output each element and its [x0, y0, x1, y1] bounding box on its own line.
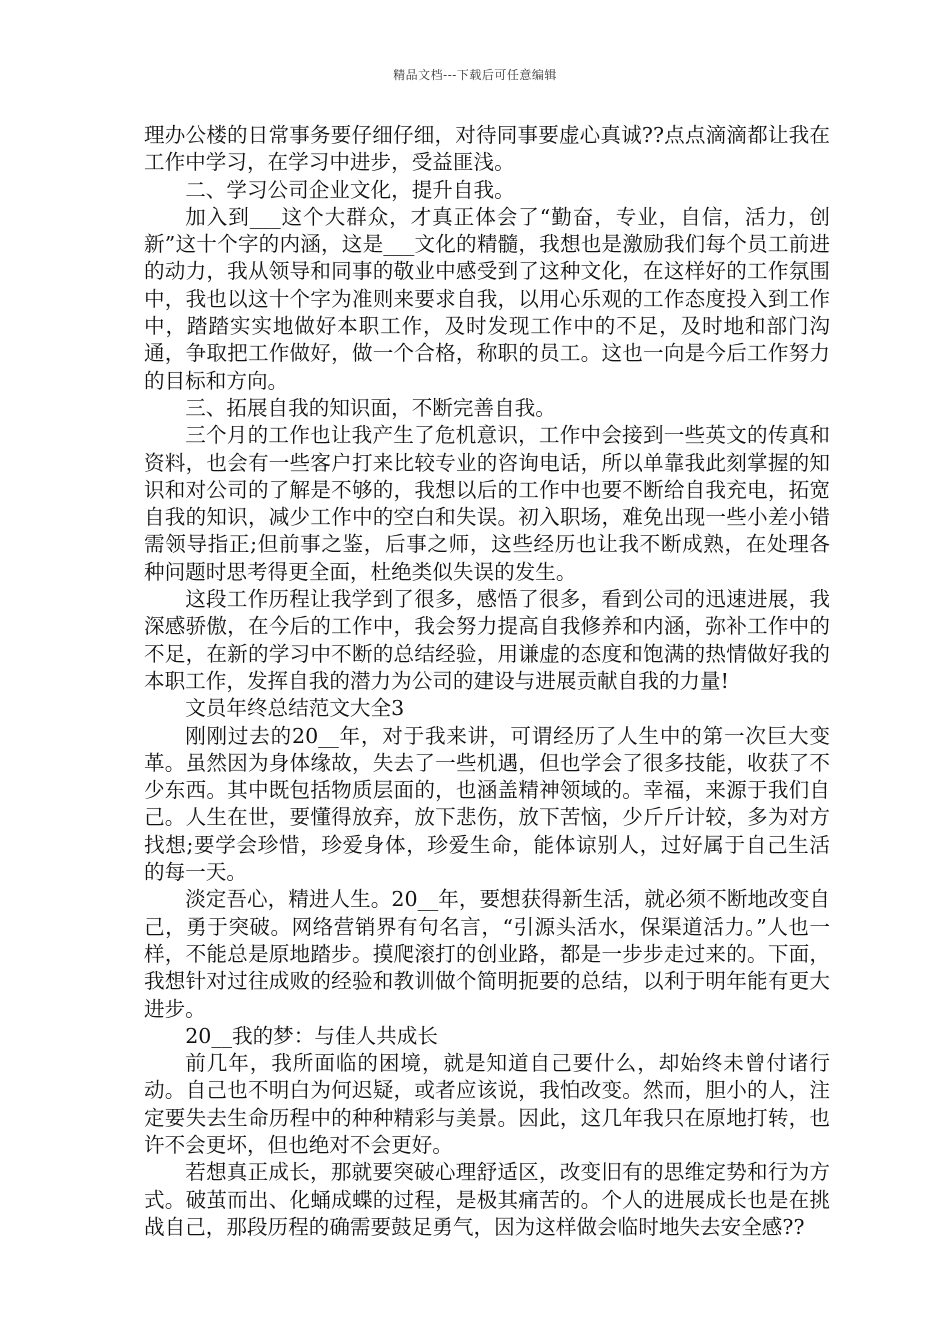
paragraph: 加入到___这个大群众，才真正体会了“勤奋，专业，自信，活力，创新”这十个字的内涵，这是___文化的精髓，我想也是激励我们每个员工前进的动力，我从领导和同事的敬业中感受到了这种文化，在这样好的工作氛围中，我也以这十个字为准则来要求自我，以用心乐观的工作态度投入到工作中，踏踏实实地做好本职工作，及时发现工作中的不足，及时地和部门沟通，争取把工作做好，做一个合格，称职的员工。这也一向是今后工作努力的目标和方向。 — [144, 204, 830, 393]
paragraph: 这段工作历程让我学到了很多，感悟了很多，看到公司的迅速进展，我深感骄傲，在今后的工作中，我会努力提高自我修养和内涵，弥补工作中的不足，在新的学习中不断的总结经验，用谦虚的态度和饱满的热情做好我的本职工作，发挥自我的潜力为公司的建设与进展贡献自我的力量! — [144, 587, 830, 693]
paragraph: 淡定吾心，精进人生。20__年，要想获得新生活，就必须不断地改变自己，勇于突破。网络营销界有句名言，“引源头活水，保渠道活力。”人也一样，不能总是原地踏步。摸爬滚打的创业路，都是一步步走过来的。下面，我想针对过往成败的经验和教训做个简明扼要的总结，以利于明年能有更大进步。 — [144, 887, 830, 1021]
document-body — [144, 122, 830, 1241]
paragraph: 前几年，我所面临的困境，就是知道自己要什么，却始终未曾付诸行动。自己也不明白为何迟疑，或者应该说，我怕改变。然而，胆小的人，注定要失去生命历程中的种种精彩与美景。因此，这几年我只在原地打转，也许不会更坏，但也绝对不会更好。 — [144, 1051, 830, 1157]
section-heading: 三、拓展自我的知识面，不断完善自我。 — [185, 395, 556, 420]
paragraph: 三个月的工作也让我产生了危机意识，工作中会接到一些英文的传真和资料，也会有一些客户打来比较专业的咨询电话，所以单靠我此刻掌握的知识和对公司的了解是不够的，我想以后的工作中也要不断给自我充电，拓宽自我的知识，减少工作中的空白和失误。初入职场，难免出现一些小差小错需领导指正;但前事之鉴，后事之师，这些经历也让我不断成熟，在处理各种问题时思考得更全面，杜绝类似失误的发生。 — [144, 423, 830, 584]
paragraph: 若想真正成长，那就要突破心理舒适区，改变旧有的思维定势和行为方式。破茧而出、化蛹成蝶的过程，是极其痛苦的。个人的进展成长也是在挑战自己，那段历程的确需要鼓足勇气，因为这样做会临时地失去安全感?? — [144, 1160, 830, 1239]
paragraph: 刚刚过去的20__年，对于我来讲，可谓经历了人生中的第一次巨大变革。虽然因为身体缘故，失去了一些机遇，但也学会了很多技能，收获了不少东西。其中既包括物质层面的，也涵盖精神领域的。幸福，来源于我们自己。人生在世，要懂得放弃，放下悲伤，放下苦恼，少斤斤计较，多为对方找想;要学会珍惜，珍爱身体，珍爱生命，能体谅别人，过好属于自己生活的每一天。 — [144, 723, 830, 885]
article-title: 文员年终总结范文大全3 — [185, 696, 405, 721]
page-header: 精品文档---下载后可任意编辑 — [393, 68, 557, 82]
section-heading: 20__我的梦：与佳人共成长 — [185, 1023, 438, 1048]
paragraph: 理办公楼的日常事务要仔细仔细，对待同事要虚心真诚??点点滴滴都让我在工作中学习，在学习中进步，受益匪浅。 — [144, 123, 830, 175]
section-heading: 二、学习公司企业文化，提升自我。 — [185, 177, 515, 202]
